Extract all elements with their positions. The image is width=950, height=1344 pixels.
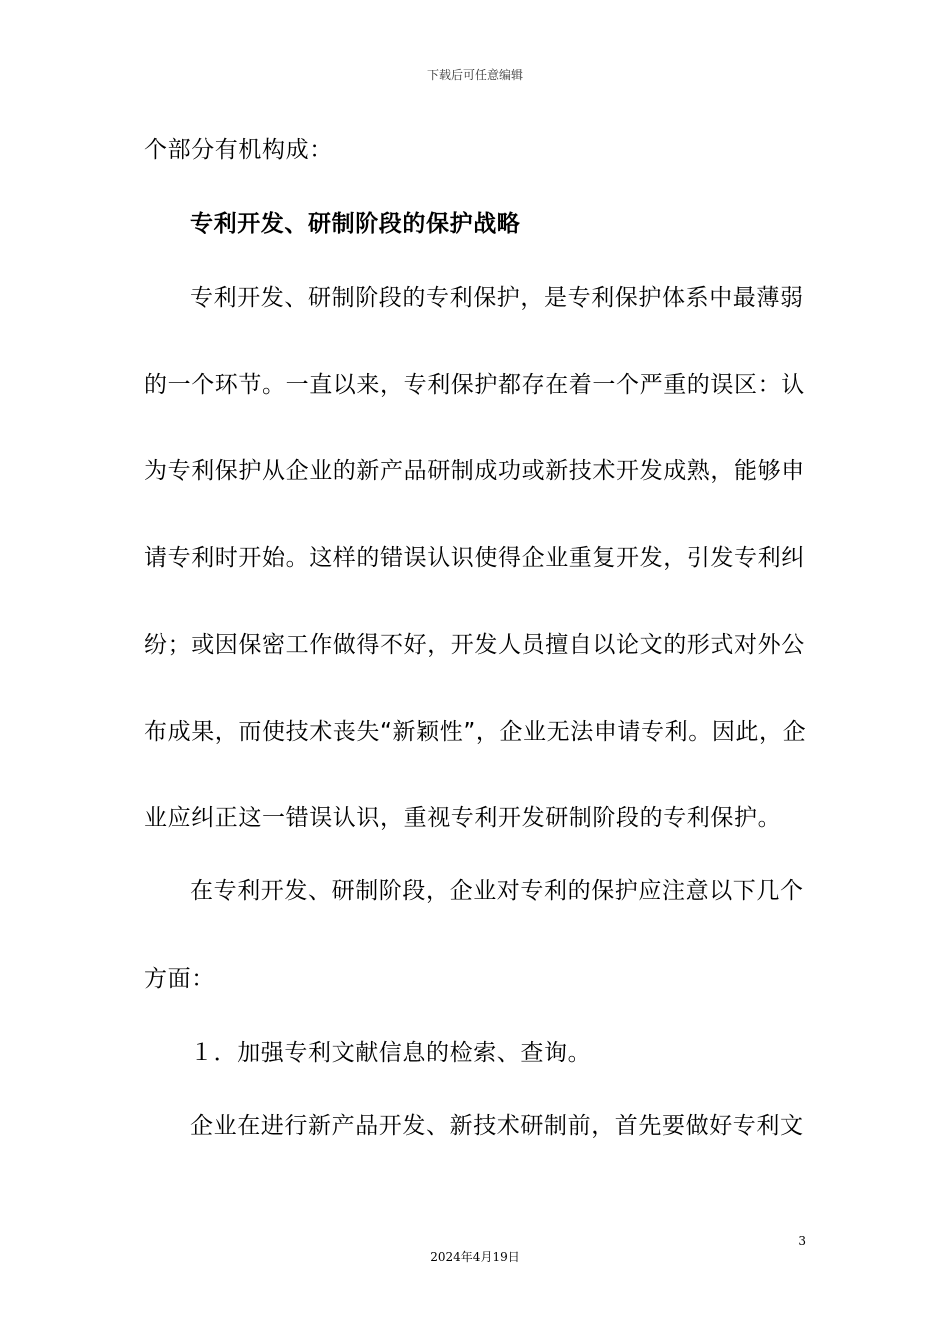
paragraph-line: 业应纠正这一错误认识，重视专利开发研制阶段的专利保护。	[144, 805, 782, 831]
paragraph-line: 为专利保护从企业的新产品研制成功或新技术开发成熟，能够申	[144, 458, 805, 484]
page-header: 下载后可任意编辑	[426, 68, 523, 82]
paragraph-line: 方面：	[144, 966, 215, 992]
page-footer-date: 2024年4月19日	[430, 1250, 520, 1264]
paragraph-line: 专利开发、研制阶段的专利保护，是专利保护体系中最薄弱	[190, 285, 804, 311]
paragraph-line: 布成果，而使技术丧失“新颖性”，企业无法申请专利。因此，企	[144, 719, 807, 745]
list-item-heading: １．加强专利文献信息的检索、查询。	[190, 1040, 592, 1066]
paragraph-line: 的一个环节。一直以来，专利保护都存在着一个严重的误区：认	[144, 372, 805, 398]
paragraph-line: 个部分有机构成：	[144, 137, 333, 163]
paragraph-line: 纷；或因保密工作做得不好，开发人员擅自以论文的形式对外公	[144, 632, 805, 658]
paragraph-line: 在专利开发、研制阶段，企业对专利的保护应注意以下几个	[190, 878, 804, 904]
paragraph-line: 企业在进行新产品开发、新技术研制前，首先要做好专利文	[190, 1113, 804, 1139]
page-number: 3	[798, 1234, 806, 1248]
paragraph-line: 请专利时开始。这样的错误认识使得企业重复开发，引发专利纠	[144, 545, 805, 571]
section-heading: 专利开发、研制阶段的保护战略	[190, 211, 521, 237]
